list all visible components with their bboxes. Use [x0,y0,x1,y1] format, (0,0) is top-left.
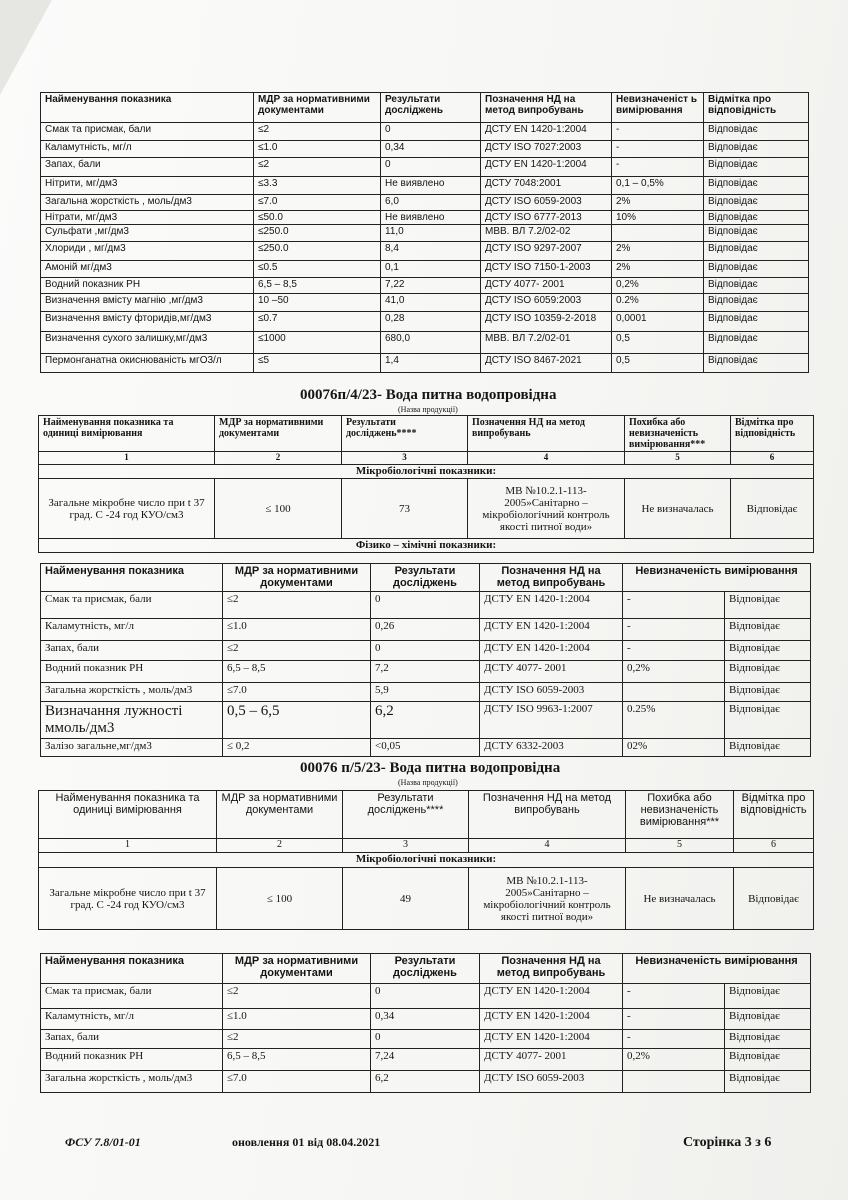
col-number: 2 [217,839,343,853]
micro-uncertainty: Не визначалась [626,868,734,930]
cell-method: ДСТУ ISO 6059-2003 [480,1071,623,1093]
cell-mdr: 6,5 – 8,5 [254,278,381,294]
cell-mdr: ≤50.0 [254,211,381,225]
cell-indicator: Каламутність, мг/л [41,141,254,158]
table-row [41,354,809,373]
table-row [41,278,809,294]
cell-method: ДСТУ EN 1420-1:2004 [481,123,612,141]
cell-result: 0 [381,158,481,177]
cell-indicator: Хлориди , мг/дм3 [41,242,254,261]
cell-result: Не виявлено [381,177,481,195]
cell-result: 0,26 [371,619,480,641]
cell-conformity: Відповідає [725,1030,811,1049]
table-row [41,177,809,195]
micro-conformity: Відповідає [731,479,814,539]
micro-mdr: ≤ 100 [215,479,342,539]
cell-method: ДСТУ 4077- 2001 [480,661,623,683]
cell-indicator: Водний показник РН [41,661,223,683]
micro-header-row [39,416,814,452]
cell-uncertainty: - [623,1030,725,1049]
cell-mdr: ≤3.3 [254,177,381,195]
cell-result: 0 [371,1030,480,1049]
cell-mdr: ≤2 [254,123,381,141]
table-row [41,225,809,242]
cell-uncertainty: - [623,592,725,619]
cell-uncertainty: - [623,619,725,641]
cell-indicator: Смак та присмак, бали [41,984,223,1009]
cell-indicator: Загальна жорсткість , моль/дм3 [41,195,254,211]
cell-mdr: ≤250.0 [254,242,381,261]
micro-indicator-text: Загальне мікробне число при t 37 град. С -24 год КУО/см3 [48,496,205,521]
product-subtitle-2: (Назва продукції) [398,405,458,414]
cell-indicator: Визначення вмісту магнію ,мг/дм3 [41,294,254,312]
cell-uncertainty [612,225,704,242]
micro-result: 49 [343,868,469,930]
table-row [41,261,809,278]
footer-page: Сторінка 3 з 6 [683,1135,772,1150]
cell-mdr: ≤2 [223,592,371,619]
cell-conformity: Відповідає [704,261,809,278]
cell-mdr: ≤7.0 [254,195,381,211]
cell-conformity: Відповідає [725,1009,811,1030]
micro-table-2 [38,415,814,553]
micro-header-mdr: МДР за нормативними документами [215,416,342,452]
cell-mdr: ≤2 [223,641,371,661]
cell-indicator: Визначення вмісту фторидів,мг/дм3 [41,312,254,332]
micro-method: МВ №10.2.1-113-2005»Санітарно – мікробіологічний контроль якості питної води» [469,868,626,930]
cell-uncertainty: 2% [612,195,704,211]
cell-conformity: Відповідає [725,641,811,661]
cell-method: ДСТУ EN 1420-1:2004 [480,984,623,1009]
micro-header-method: Позначення НД на метод випробувань [468,416,625,452]
col-number: 5 [625,452,731,465]
col-number: 6 [734,839,814,853]
cell-result: 7,2 [371,661,480,683]
cell-indicator: Визначання лужності ммоль/дм3 [41,702,223,739]
col-number: 3 [342,452,468,465]
column-number-row [39,839,814,853]
cell-method: ДСТУ ISO 6059-2003 [481,195,612,211]
cell-method: ДСТУ EN 1420-1:2004 [480,1030,623,1049]
cell-result: 0,34 [381,141,481,158]
phys-header-mdr: МДР за нормативними документами [223,564,371,592]
cell-mdr: ≤2 [223,1030,371,1049]
cell-result: 0,34 [371,1009,480,1030]
cell-method: ДСТУ ISO 9963-1:2007 [480,702,623,739]
cell-conformity: Відповідає [725,1071,811,1093]
cell-mdr: ≤7.0 [223,683,371,702]
phys-header-mdr: МДР за нормативними документами [223,954,371,984]
cell-result: 7,24 [371,1049,480,1071]
table-row [41,332,809,354]
micro-header-conformity: Відмітка про відповідність [731,416,814,452]
micro-header-method: Позначення НД на метод випробувань [469,791,626,839]
cell-conformity: Відповідає [704,225,809,242]
cell-method: ДСТУ ISO 8467-2021 [481,354,612,373]
cell-method: МВВ. ВЛ 7.2/02-02 [481,225,612,242]
table-row [41,242,809,261]
cell-result: Не виявлено [381,211,481,225]
micro-header-uncertainty: Похибка або невизначеність вимірювання*** [625,416,731,452]
cell-indicator: Каламутність, мг/л [41,619,223,641]
header-mdr: МДР за нормативними документами [254,93,381,123]
micro-header-row [39,791,814,839]
cell-conformity: Відповідає [725,619,811,641]
cell-indicator: Водний показник РН [41,1049,223,1071]
cell-conformity: Відповідає [704,354,809,373]
col-number: 1 [39,839,217,853]
phys-header-indicator: Найменування показника [41,954,223,984]
cell-mdr: ≤2 [254,158,381,177]
cell-uncertainty: 0,1 – 0,5% [612,177,704,195]
cell-conformity: Відповідає [725,739,811,757]
product-title-3: 00076 п/5/23- Вода питна водопровідна [300,760,561,776]
micro-header-conformity: Відмітка про відповідність [734,791,814,839]
cell-conformity: Відповідає [704,141,809,158]
cell-uncertainty: 0.25% [623,702,725,739]
product-title-2: 00076п/4/23- Вода питна водопровідна [300,387,557,403]
cell-uncertainty: 0,2% [623,661,725,683]
cell-result: 11,0 [381,225,481,242]
cell-mdr: 6,5 – 8,5 [223,661,371,683]
phys-header-indicator: Найменування показника [41,564,223,592]
cell-result: 0 [381,123,481,141]
cell-uncertainty: 0,5 [612,332,704,354]
table-row [41,702,811,739]
col-number: 4 [468,452,625,465]
table-row [41,158,809,177]
cell-conformity: Відповідає [725,683,811,702]
cell-indicator: Водний показник РН [41,278,254,294]
cell-result: 680,0 [381,332,481,354]
cell-mdr: 0,5 – 6,5 [223,702,371,739]
cell-uncertainty: - [623,641,725,661]
cell-indicator: Загальна жорсткість , моль/дм3 [41,1071,223,1093]
phys-header-method: Позначення НД на метод випробувань [480,954,623,984]
cell-indicator: Запах, бали [41,641,223,661]
footer-code: ФСУ 7.8/01-01 [65,1135,141,1149]
table-row [41,592,811,619]
cell-uncertainty: - [612,141,704,158]
cell-result: 8,4 [381,242,481,261]
cell-indicator: Запах, бали [41,158,254,177]
cell-indicator: Загальна жорсткість , моль/дм3 [41,683,223,702]
cell-mdr: ≤0.5 [254,261,381,278]
product-subtitle-3: (Назва продукції) [398,778,458,787]
cell-result: 0 [371,592,480,619]
cell-indicator: Визначення сухого залишку,мг/дм3 [41,332,254,354]
cell-method: ДСТУ EN 1420-1:2004 [480,641,623,661]
cell-conformity: Відповідає [704,278,809,294]
column-number-row [39,452,814,465]
col-number: 4 [469,839,626,853]
cell-indicator: Сульфати ,мг/дм3 [41,225,254,242]
cell-uncertainty: 2% [612,261,704,278]
micro-section-row [39,465,814,479]
header-method: Позначення НД на метод випробувань [481,93,612,123]
header-results: Результати досліджень [381,93,481,123]
table-row [41,211,809,225]
phys-header-uncertainty: Невизначеність вимірювання [623,564,811,592]
cell-mdr: ≤ 0,2 [223,739,371,757]
cell-conformity: Відповідає [704,332,809,354]
cell-method: ДСТУ EN 1420-1:2004 [481,158,612,177]
cell-method: ДСТУ 4077- 2001 [480,1049,623,1071]
cell-result: 0 [371,641,480,661]
cell-indicator: Нітрити, мг/дм3 [41,177,254,195]
header-indicator: Найменування показника [41,93,254,123]
cell-uncertainty: 0.2% [612,294,704,312]
cell-method: ДСТУ ISO 10359-2-2018 [481,312,612,332]
cell-method: ДСТУ ISO 7027:2003 [481,141,612,158]
header-conformity: Відмітка про відповідність [704,93,809,123]
phys-section-row [39,539,814,553]
micro-conformity: Відповідає [734,868,814,930]
cell-indicator: Запах, бали [41,1030,223,1049]
table-row [41,739,811,757]
micro-header-indicator: Найменування показника та одиниці вимірювання [39,416,215,452]
header-uncertainty: Невизначеніст ь вимірювання [612,93,704,123]
cell-result: 0 [371,984,480,1009]
cell-uncertainty: 0,0001 [612,312,704,332]
micro-header-indicator: Найменування показника та одиниці вимірювання [39,791,217,839]
phys-header-results: Результати досліджень [371,564,480,592]
cell-result: 6,2 [371,1071,480,1093]
cell-conformity: Відповідає [704,195,809,211]
micro-indicator: Загальне мікробне число при t 37 град. С -24 год КУО/см3 [39,868,217,930]
table-row [41,641,811,661]
cell-method: ДСТУ ISO 6059:2003 [481,294,612,312]
cell-conformity: Відповідає [725,984,811,1009]
cell-uncertainty [623,1071,725,1093]
table-row [41,661,811,683]
cell-method: ДСТУ ISO 6777-2013 [481,211,612,225]
cell-uncertainty [623,683,725,702]
cell-method: МВВ. ВЛ 7.2/02-01 [481,332,612,354]
micro-uncertainty: Не визначалась [625,479,731,539]
cell-result: 0,1 [381,261,481,278]
cell-method: ДСТУ EN 1420-1:2004 [480,619,623,641]
table-row [41,312,809,332]
table-row [41,141,809,158]
micro-section-row [39,853,814,868]
micro-method: МВ №10.2.1-113-2005»Санітарно – мікробіологічний контроль якості питної води» [468,479,625,539]
cell-conformity: Відповідає [704,312,809,332]
cell-uncertainty: 10% [612,211,704,225]
cell-mdr: ≤250.0 [254,225,381,242]
cell-indicator: Смак та присмак, бали [41,123,254,141]
cell-conformity: Відповідає [725,702,811,739]
cell-conformity: Відповідає [704,242,809,261]
cell-result: 7,22 [381,278,481,294]
table-row [41,1049,811,1071]
phys-header-results: Результати досліджень [371,954,480,984]
col-number: 3 [343,839,469,853]
cell-uncertainty: - [623,984,725,1009]
cell-result: 41,0 [381,294,481,312]
micro-table-3 [38,790,814,930]
micro-indicator [39,479,215,539]
table-row [41,619,811,641]
cell-uncertainty: - [623,1009,725,1030]
phys-table-3 [40,953,811,1093]
cell-method: ДСТУ EN 1420-1:2004 [480,1009,623,1030]
phys-header-method: Позначення НД на метод випробувань [480,564,623,592]
col-number: 5 [626,839,734,853]
phys-header-row [41,564,811,592]
cell-method: ДСТУ ISO 6059-2003 [480,683,623,702]
cell-indicator: Амоній мг/дм3 [41,261,254,278]
table-row [41,195,809,211]
cell-mdr: ≤1.0 [223,619,371,641]
micro-data-row [39,479,814,539]
cell-conformity: Відповідає [704,158,809,177]
cell-uncertainty: 0,5 [612,354,704,373]
cell-result: 0,28 [381,312,481,332]
footer-revision: оновлення 01 від 08.04.2021 [232,1135,381,1149]
phys-table-2 [40,563,811,757]
col-number: 6 [731,452,814,465]
cell-indicator: Залізо загальне,мг/дм3 [41,739,223,757]
cell-indicator: Нітрати, мг/дм3 [41,211,254,225]
col-number: 1 [39,452,215,465]
cell-mdr: ≤0.7 [254,312,381,332]
cell-mdr: 6,5 – 8,5 [223,1049,371,1071]
cell-uncertainty: 2% [612,242,704,261]
micro-data-row [39,868,814,930]
cell-mdr: 10 –50 [254,294,381,312]
cell-conformity: Відповідає [704,294,809,312]
phys-header-row [41,954,811,984]
cell-result: 5,9 [371,683,480,702]
cell-indicator: Пермонганатна окиснюваність мгО3/л [41,354,254,373]
cell-uncertainty: - [612,123,704,141]
cell-method: ДСТУ 4077- 2001 [481,278,612,294]
table-row [41,1009,811,1030]
folded-corner [0,0,52,95]
micro-section-label: Мікробіологічні показники: [39,465,814,479]
cell-method: ДСТУ 7048:2001 [481,177,612,195]
cell-mdr: ≤1000 [254,332,381,354]
cell-conformity: Відповідає [704,177,809,195]
cell-conformity: Відповідає [725,661,811,683]
col-number: 2 [215,452,342,465]
cell-mdr: ≤1.0 [223,1009,371,1030]
cell-conformity: Відповідає [725,1049,811,1071]
cell-uncertainty: 0,2% [612,278,704,294]
cell-conformity: Відповідає [725,592,811,619]
micro-header-mdr: МДР за нормативними документами [217,791,343,839]
cell-method: ДСТУ EN 1420-1:2004 [480,592,623,619]
cell-uncertainty: 02% [623,739,725,757]
results-table-1 [40,92,809,373]
micro-header-results: Результати досліджень**** [342,416,468,452]
table-row [41,123,809,141]
cell-method: ДСТУ ISO 7150-1-2003 [481,261,612,278]
cell-result: 6,2 [371,702,480,739]
cell-method: ДСТУ ISO 9297-2007 [481,242,612,261]
cell-mdr: ≤2 [223,984,371,1009]
micro-mdr: ≤ 100 [217,868,343,930]
cell-conformity: Відповідає [704,211,809,225]
micro-result: 73 [342,479,468,539]
cell-indicator: Каламутність, мг/л [41,1009,223,1030]
table-row [41,294,809,312]
cell-mdr: ≤5 [254,354,381,373]
table-row [41,1071,811,1093]
table-row [41,683,811,702]
cell-conformity: Відповідає [704,123,809,141]
micro-section-label: Мікробіологічні показники: [39,853,814,868]
cell-result: <0,05 [371,739,480,757]
table-row [41,1030,811,1049]
cell-mdr: ≤1.0 [254,141,381,158]
cell-result: 1,4 [381,354,481,373]
micro-header-uncertainty: Похибка або невизначеність вимірювання*** [626,791,734,839]
cell-result: 6,0 [381,195,481,211]
cell-uncertainty: - [612,158,704,177]
cell-indicator: Смак та присмак, бали [41,592,223,619]
table-row [41,984,811,1009]
micro-header-results: Результати досліджень**** [343,791,469,839]
cell-mdr: ≤7.0 [223,1071,371,1093]
cell-uncertainty: 0,2% [623,1049,725,1071]
cell-method: ДСТУ 6332-2003 [480,739,623,757]
phys-section-label: Фізико – хімічні показники: [39,539,814,553]
table-header-row [41,93,809,123]
phys-header-uncertainty: Невизначеність вимірювання [623,954,811,984]
